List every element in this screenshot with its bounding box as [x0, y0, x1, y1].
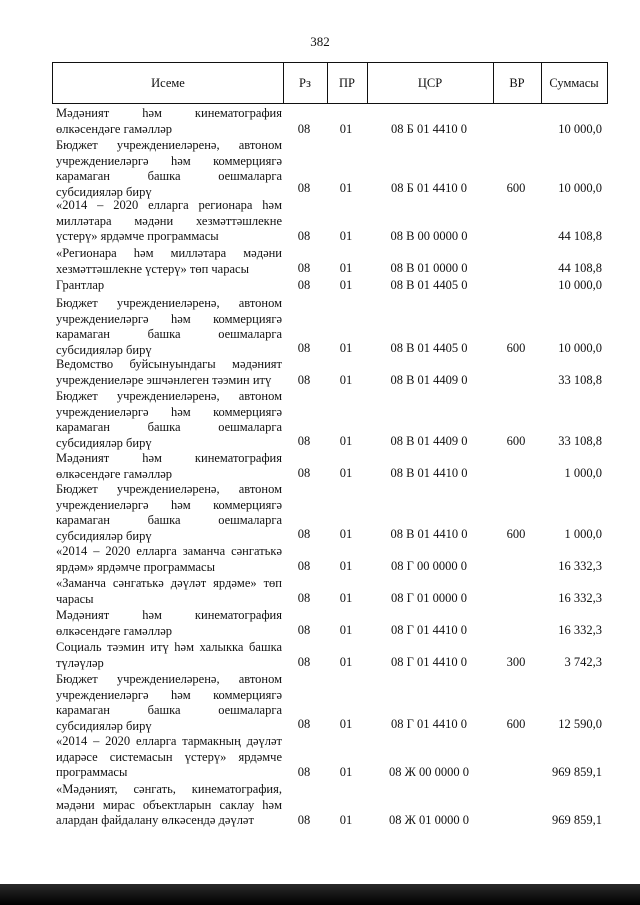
row-name: Мәдәният һәм кинематография өлкәсендәге гамәлләр — [56, 608, 282, 638]
page-number: 382 — [310, 34, 330, 49]
row-name: «Мәдәният, сәнгать, кинематография, мәдәни мирас объектларын саклау һәм алардан файдалану өлкәсендә дәүләт — [56, 782, 282, 828]
row-name: Мәдәният һәм кинематография өлкәсендәге гамәлләр — [56, 451, 282, 481]
row-rz: 08 — [297, 122, 311, 136]
row-name: Мәдәният һәм кинематография өлкәсендәге гамәлләр — [56, 106, 282, 136]
row-rz: 08 — [297, 373, 311, 387]
row-pr: 01 — [339, 765, 353, 779]
row-name: «2014 – 2020 елларга тармакның дәүләт идарәсе системасын үстерү» ярдәмче программасы — [56, 734, 282, 780]
table-header — [52, 62, 608, 104]
row-name: «2014 – 2020 елларга регионара һәм милләтара мәдәни хезмәттәшлекне үстерү» ярдәмче программасы — [56, 198, 282, 244]
row-name: «Заманча сәнгатькә дәүләт ярдәме» төп чарасы — [56, 576, 282, 606]
row-sum: 10 000,0 — [558, 122, 602, 136]
table-row — [52, 357, 608, 388]
row-pr: 01 — [339, 655, 353, 669]
row-rz: 08 — [297, 813, 311, 827]
row-pr: 01 — [339, 559, 353, 573]
row-csr: 08 В 00 0000 0 — [390, 229, 468, 243]
header-pr: ПР — [339, 76, 355, 90]
row-sum: 1 000,0 — [564, 466, 602, 480]
row-sum: 969 859,1 — [552, 765, 602, 779]
row-pr: 01 — [339, 717, 353, 731]
row-sum: 969 859,1 — [552, 813, 602, 827]
row-sum: 1 000,0 — [564, 527, 602, 541]
row-vr: 300 — [506, 655, 526, 669]
row-csr: 08 Ж 01 0000 0 — [389, 813, 469, 827]
row-pr: 01 — [339, 527, 353, 541]
row-vr: 600 — [506, 717, 526, 731]
row-pr: 01 — [339, 466, 353, 480]
row-vr: 600 — [506, 341, 526, 355]
table-row — [52, 106, 608, 137]
row-vr: 600 — [506, 527, 526, 541]
row-name: Бюджет учреждениеләренә, автоном учреждениеләргә һәм коммерциягә карамаган башка оешмаларга субсидияләр бирү — [56, 296, 282, 357]
row-sum: 33 108,8 — [558, 434, 602, 448]
row-pr: 01 — [339, 181, 353, 195]
table-row — [52, 576, 608, 606]
row-csr: 08 В 01 4410 0 — [390, 466, 468, 480]
row-rz: 08 — [297, 466, 311, 480]
row-vr: 600 — [506, 181, 526, 195]
row-csr: 08 Г 01 4410 0 — [391, 623, 467, 637]
row-sum: 33 108,8 — [558, 373, 602, 387]
table-row — [52, 782, 608, 828]
row-rz: 08 — [297, 278, 311, 292]
row-pr: 01 — [339, 341, 353, 355]
row-sum: 44 108,8 — [558, 229, 602, 243]
row-name: «2014 – 2020 елларга заманча сәнгатькә ярдәм» ярдәмче программасы — [56, 544, 282, 574]
row-csr: 08 В 01 4405 0 — [390, 341, 468, 355]
row-csr: 08 В 01 4405 0 — [390, 278, 468, 292]
row-rz: 08 — [297, 341, 311, 355]
table-row — [52, 544, 608, 574]
row-sum: 44 108,8 — [558, 261, 602, 275]
row-name: Бюджет учреждениеләренә, автоном учреждениеләргә һәм коммерциягә карамаган башка оешмаларга субсидияләр бирү — [56, 672, 282, 733]
row-csr: 08 Г 01 4410 0 — [391, 717, 467, 731]
row-rz: 08 — [297, 559, 311, 573]
row-csr: 08 Г 01 4410 0 — [391, 655, 467, 669]
header-csr: ЦСР — [417, 76, 443, 90]
row-name: Ведомство буйсынуындагы мәдәният учреждениеләре эшчәнлеген тәэмин итү — [56, 357, 282, 387]
row-pr: 01 — [339, 122, 353, 136]
row-pr: 01 — [339, 813, 353, 827]
row-sum: 10 000,0 — [558, 181, 602, 195]
header-name: Исеме — [151, 76, 185, 90]
row-pr: 01 — [339, 434, 353, 448]
row-name: Бюджет учреждениеләренә, автоном учреждениеләргә һәм коммерциягә карамаган башка оешмаларга субсидияләр бирү — [56, 138, 282, 199]
row-pr: 01 — [339, 261, 353, 275]
table-row — [52, 608, 608, 638]
row-name: Бюджет учреждениеләренә, автоном учреждениеләргә һәм коммерциягә карамаган башка оешмаларга субсидияләр бирү — [56, 482, 282, 543]
row-pr: 01 — [339, 229, 353, 243]
row-sum: 10 000,0 — [558, 278, 602, 292]
row-csr: 08 Ж 00 0000 0 — [389, 765, 469, 779]
header-rz: Рз — [299, 76, 311, 90]
table-row — [52, 198, 608, 244]
row-pr: 01 — [339, 373, 353, 387]
row-sum: 12 590,0 — [558, 717, 602, 731]
table-row — [52, 138, 608, 199]
row-csr: 08 В 01 4410 0 — [390, 527, 468, 541]
header-sum: Суммасы — [549, 76, 599, 90]
row-rz: 08 — [297, 655, 311, 669]
row-csr: 08 В 01 4409 0 — [390, 373, 468, 387]
table-row — [52, 296, 608, 356]
scan-edge-shadow — [0, 884, 640, 905]
row-csr: 08 Г 00 0000 0 — [391, 559, 467, 573]
table-row — [52, 278, 608, 293]
table-row — [52, 389, 608, 449]
row-csr: 08 Б 01 4410 0 — [391, 122, 467, 136]
row-sum: 16 332,3 — [558, 623, 602, 637]
row-name: «Регионара һәм милләтара мәдәни хезмәттәшлекне үстерү» төп чарасы — [56, 246, 282, 276]
row-name: Грантлар — [56, 278, 105, 292]
row-vr: 600 — [506, 434, 526, 448]
row-csr: 08 Б 01 4410 0 — [391, 181, 467, 195]
row-pr: 01 — [339, 591, 353, 605]
row-sum: 16 332,3 — [558, 591, 602, 605]
row-sum: 10 000,0 — [558, 341, 602, 355]
row-rz: 08 — [297, 434, 311, 448]
row-rz: 08 — [297, 623, 311, 637]
row-rz: 08 — [297, 229, 311, 243]
row-pr: 01 — [339, 623, 353, 637]
row-rz: 08 — [297, 527, 311, 541]
row-rz: 08 — [297, 765, 311, 779]
row-csr: 08 Г 01 0000 0 — [391, 591, 467, 605]
row-rz: 08 — [297, 261, 311, 275]
table-row — [52, 640, 608, 670]
row-rz: 08 — [297, 591, 311, 605]
row-sum: 16 332,3 — [558, 559, 602, 573]
header-vr: ВР — [509, 76, 525, 90]
table-row — [52, 482, 608, 542]
row-pr: 01 — [339, 278, 353, 292]
row-csr: 08 В 01 4409 0 — [390, 434, 468, 448]
row-name: Социаль тәэмин итү һәм халыкка башка түләүләр — [56, 640, 282, 670]
table-row — [52, 451, 608, 481]
table-row — [52, 246, 608, 276]
row-sum: 3 742,3 — [564, 655, 602, 669]
row-rz: 08 — [297, 181, 311, 195]
row-rz: 08 — [297, 717, 311, 731]
row-csr: 08 В 01 0000 0 — [390, 261, 468, 275]
table-row — [52, 672, 608, 732]
table-row — [52, 734, 608, 780]
row-name: Бюджет учреждениеләренә, автоном учреждениеләргә һәм коммерциягә карамаган башка оешмаларга субсидияләр бирү — [56, 389, 282, 450]
